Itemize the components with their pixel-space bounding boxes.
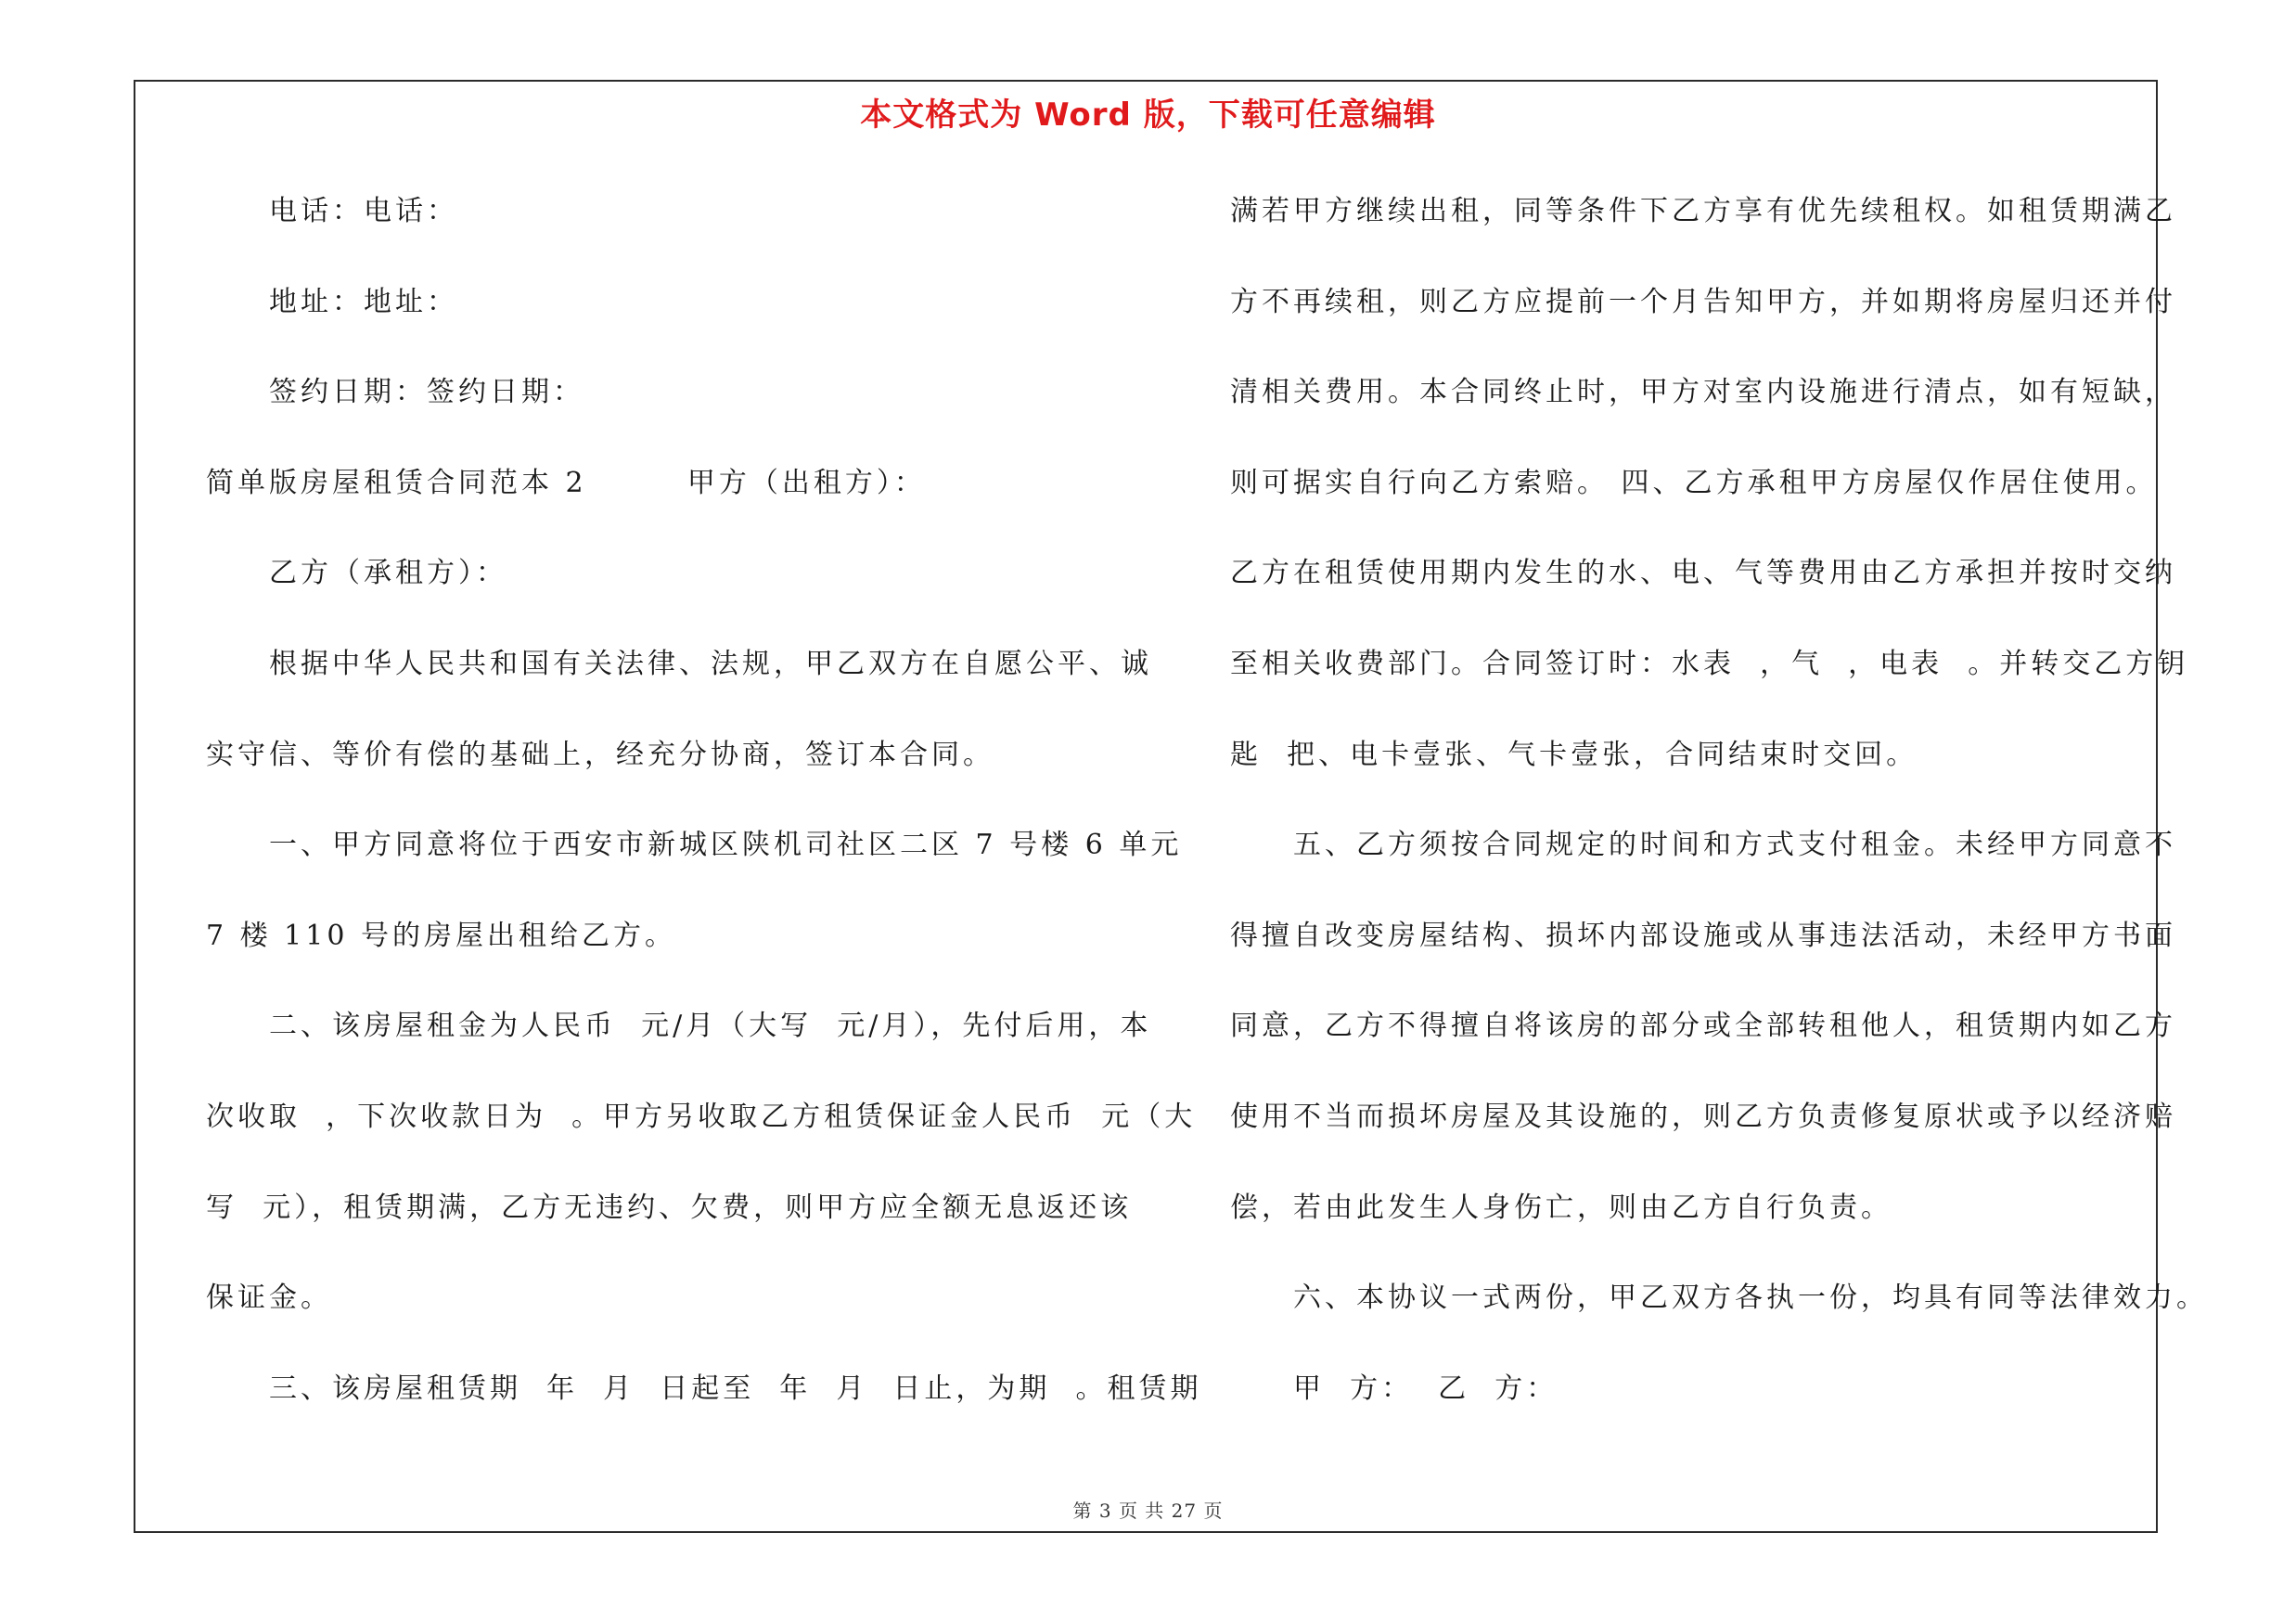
text-line: 至相关收费部门。合同签订时：水表 ，气 ，电表 。并转交乙方钥 — [1230, 647, 2189, 680]
text-line: 电话：电话： — [269, 195, 458, 227]
page-footer — [0, 1496, 2296, 1523]
text-line: 三、该房屋租赁期 年 月 日起至 年 月 日止，为期 。租赁期 — [269, 1372, 1202, 1405]
text-line: 次收取 ，下次收款日为 。甲方另收取乙方租赁保证金人民币 元（大 — [206, 1100, 1197, 1133]
text-line: 乙方（承租方）： — [269, 557, 507, 590]
text-line: 地址：地址： — [269, 285, 458, 318]
text-line: 同意，乙方不得擅自将该房的部分或全部转租他人，租赁期内如乙方 — [1230, 1010, 2176, 1043]
page-number: 第 3 页 共 27 页 — [1072, 1500, 1224, 1522]
text-line: 六、本协议一式两份，甲乙双方各执一份，均具有同等法律效力。 — [1293, 1282, 2208, 1315]
text-line: 满若甲方继续出租，同等条件下乙方享有优先续租权。如租赁期满乙 — [1230, 195, 2176, 227]
text-line: 偿，若由此发生人身伤亡，则由乙方自行负责。 — [1230, 1191, 1892, 1224]
text-line: 写 元），租赁期满，乙方无违约、欠费，则甲方应全额无息返还该 — [206, 1191, 1133, 1224]
text-line: 实守信、等价有偿的基础上，经充分协商，签订本合同。 — [206, 738, 994, 771]
text-line: 一、甲方同意将位于西安市新城区陕机司社区二区 7 号楼 6 单元 — [269, 829, 1183, 862]
text-line: 二、该房屋租金为人民币 元/月（大写 元/月），先付后用，本 — [269, 1010, 1152, 1043]
text-line: 根据中华人民共和国有关法律、法规，甲乙双方在自愿公平、诚 — [269, 647, 1152, 680]
text-line: 乙方在租赁使用期内发生的水、电、气等费用由乙方承担并按时交纳 — [1230, 557, 2176, 590]
text-line: 签约日期：签约日期： — [269, 376, 584, 409]
text-line: 匙 把、电卡壹张、气卡壹张，合同结束时交回。 — [1230, 738, 1918, 771]
text-line: 则可据实自行向乙方索赔。 四、乙方承租甲方房屋仅作居住使用。 — [1230, 466, 2158, 499]
text-line: 清相关费用。本合同终止时，甲方对室内设施进行清点，如有短缺， — [1230, 376, 2176, 409]
text-line: 简单版房屋租赁合同范本 2 甲方（出租方）： — [206, 466, 926, 499]
format-banner: 本文格式为 Word 版，下载可任意编辑 — [860, 97, 1436, 134]
left-column — [206, 182, 1202, 1449]
text-line: 甲 方： 乙 方： — [1293, 1372, 1558, 1405]
text-line: 使用不当而损坏房屋及其设施的，则乙方负责修复原状或予以经济赔 — [1230, 1100, 2176, 1133]
text-line: 方不再续租，则乙方应提前一个月告知甲方，并如期将房屋归还并付 — [1230, 285, 2176, 318]
right-column — [1230, 182, 2208, 1449]
text-line: 7 楼 110 号的房屋出租给乙方。 — [206, 919, 676, 952]
text-line: 保证金。 — [206, 1282, 332, 1315]
text-line: 得擅自改变房屋结构、损坏内部设施或从事违法活动，未经甲方书面 — [1230, 919, 2176, 952]
text-line: 五、乙方须按合同规定的时间和方式支付租金。未经甲方同意不 — [1293, 829, 2176, 862]
